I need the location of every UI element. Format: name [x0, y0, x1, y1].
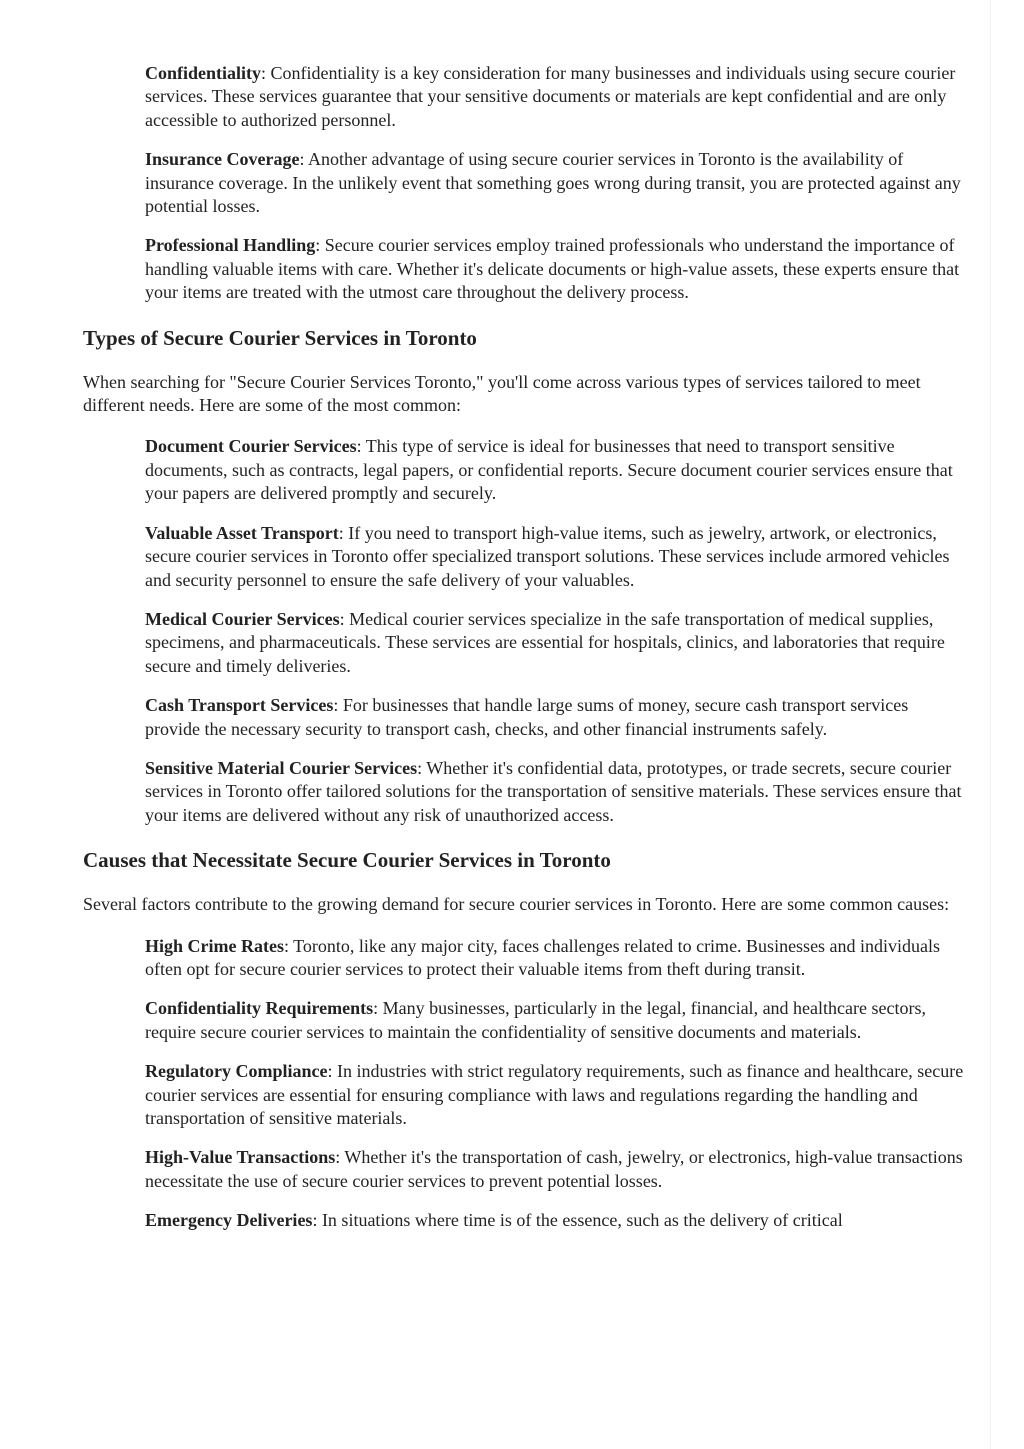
list-item	[145, 694, 967, 741]
list-item	[145, 608, 967, 678]
item-term: High-Value Transactions	[145, 1147, 336, 1168]
item-text: : In situations where time is of the essence, such as the delivery of critical	[312, 1210, 843, 1231]
list-item	[145, 148, 967, 218]
section-heading-types: Types of Secure Courier Services in Toronto	[83, 325, 477, 350]
item-term: Cash Transport Services	[145, 695, 334, 716]
list-item	[145, 62, 967, 132]
list-item	[145, 997, 967, 1044]
page-edge-divider	[990, 0, 991, 1449]
item-term: Professional Handling	[145, 235, 316, 256]
item-text: : Toronto, like any major city, faces challenges related to crime. Businesses and individuals often opt for secure courier services to protect their valuable items from theft during transit.	[145, 935, 941, 979]
document-content	[83, 62, 973, 1249]
item-term: Confidentiality	[145, 63, 262, 83]
item-text: : Medical courier services specialize in the safe transportation of medical supplies, specimens, and pharmaceuticals. These services are essential for hospitals, clinics, and laboratories that require secure and timely deliveries.	[145, 608, 945, 676]
item-text: : Whether it's the transportation of cash, jewelry, or electronics, high-value transactions necessitate the use of secure courier services to prevent potential losses.	[145, 1147, 963, 1191]
section-intro-types: When searching for "Secure Courier Services Toronto," you'll come across various types of services tailored to meet different needs. Here are some of the most common:	[83, 371, 921, 416]
list-item	[145, 757, 967, 827]
item-term: Emergency Deliveries	[145, 1210, 313, 1231]
item-term: Medical Courier Services	[145, 608, 340, 629]
list-item	[145, 935, 967, 982]
item-term: Valuable Asset Transport	[145, 522, 339, 543]
benefits-list	[83, 62, 973, 305]
item-text: : Confidentiality is a key consideration for many businesses and individuals using secure courier services. These services guarantee that your sensitive documents or materials are kept confidential and are only accessible to authorized personnel.	[145, 63, 956, 130]
types-list	[83, 435, 973, 827]
item-term: Confidentiality Requirements	[145, 998, 374, 1019]
item-text: : Another advantage of using secure courier services in Toronto is the availability of insurance coverage. In the unlikely event that something goes wrong during transit, you are protected against any potential losses.	[145, 149, 961, 217]
list-item	[145, 1209, 967, 1232]
item-text: : Whether it's confidential data, prototypes, or trade secrets, secure courier services in Toronto offer tailored solutions for the transportation of sensitive materials. These services ensure that your items are delivered without any risk of unauthorized access.	[145, 757, 962, 825]
list-item	[145, 1146, 967, 1193]
item-text: : If you need to transport high-value items, such as jewelry, artwork, or electronics, secure courier services in Toronto offer specialized transport solutions. These services include armored vehicles and security personnel to ensure the safe delivery of your valuables.	[145, 522, 950, 590]
item-term: Regulatory Compliance	[145, 1061, 328, 1082]
section-heading-causes: Causes that Necessitate Secure Courier Services in Toronto	[83, 848, 611, 873]
section-intro-causes: Several factors contribute to the growing demand for secure courier services in Toronto. Here are some common causes:	[83, 894, 950, 915]
item-term: High Crime Rates	[145, 935, 284, 956]
causes-list	[83, 935, 973, 1233]
item-text: : In industries with strict regulatory requirements, such as finance and healthcare, secure courier services are essential for ensuring compliance with laws and regulations regarding the handling and transportation of sensitive materials.	[145, 1061, 964, 1128]
list-item	[145, 435, 967, 505]
item-term: Insurance Coverage	[145, 149, 300, 170]
item-text: : Secure courier services employ trained professionals who understand the importance of handling valuable items with care. Whether it's delicate documents or high-value assets, these experts ensure that your items are treated with the utmost care throughout the delivery process.	[145, 235, 960, 303]
item-term: Sensitive Material Courier Services	[145, 757, 418, 778]
item-term: Document Courier Services	[145, 436, 357, 457]
list-item	[145, 522, 967, 592]
list-item	[145, 1060, 967, 1130]
item-text: : For businesses that handle large sums of money, secure cash transport services provide the necessary security to transport cash, checks, and other financial instruments safely.	[145, 695, 909, 739]
list-item	[145, 234, 967, 304]
item-text: : This type of service is ideal for businesses that need to transport sensitive documents, such as contracts, legal papers, or confidential reports. Secure document courier services ensure that your papers are delivered promptly and securely.	[145, 436, 953, 504]
item-text: : Many businesses, particularly in the legal, financial, and healthcare sectors, require secure courier services to maintain the confidentiality of sensitive documents and materials.	[145, 998, 926, 1042]
